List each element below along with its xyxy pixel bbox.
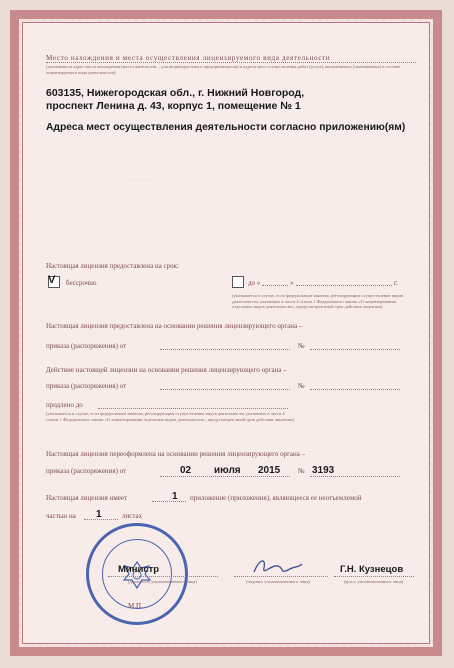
attachment-count: 1 [172, 491, 178, 502]
position-note: (должность уполномоченного лица) [128, 579, 197, 584]
address-line-1: 603135, Нижегородская обл., г. Нижний Новгород, [46, 87, 305, 99]
extended-label: Действие настоящей лицензии на основании решения лицензирующего органа – [46, 366, 287, 374]
extended-until: продлено до [46, 401, 83, 409]
until-suffix: г. [394, 279, 398, 287]
extended-number-sign: № [298, 382, 305, 390]
reissued-year: 2015 [258, 465, 281, 476]
extended-note: (указывается в случае, если федеральным законом, регулирующим осуществление видов деятельности, указанных в части 4 статьи 1 Федерального закона «О лицензировании отдельных видов деятельности», предусмотрен иной срок действия лицензии) [46, 411, 295, 422]
signature-note: (подпись уполномоченного лица) [246, 579, 310, 584]
reissued-number-sign: № [298, 467, 305, 475]
reissued-number-line [310, 476, 400, 477]
until-date-line [296, 285, 392, 286]
reissued-number: 3193 [312, 465, 335, 476]
position-line [108, 576, 218, 577]
eagle-emblem-icon [118, 556, 156, 594]
reissued-month: июля [214, 465, 241, 476]
document-body [22, 22, 430, 644]
handwritten-signature [250, 554, 306, 578]
until-mid: » [290, 279, 294, 287]
signer-name: Г.Н. Кузнецов [340, 564, 404, 575]
faint-print: · · · · · · [130, 178, 150, 184]
granted-date-line [160, 349, 290, 350]
header-subtitle: (указываются адрес места нахождения (места жительства – для индивидуального предпринимателя) и адреса мест осуществления работ (услуг), выполняемых (оказываемых) в составе лицензируемого вида деятельности) [46, 64, 401, 75]
attachment-prefix: Настоящая лицензия имеет [46, 494, 128, 502]
attachment-suffix: приложение (приложения), являющееся ее неотъемлемой [190, 494, 362, 502]
indefinite-label: бессрочно [66, 279, 97, 287]
attachment-count-line [152, 501, 186, 502]
extended-until-line [98, 408, 288, 409]
name-line [334, 576, 414, 577]
reissued-label: Настоящая лицензия переоформлена на основании решения лицензирующего органа – [46, 450, 306, 458]
granted-number-sign: № [298, 342, 305, 350]
reissued-order: приказа (распоряжения) от [46, 467, 127, 475]
extended-number-line [310, 389, 400, 390]
extended-date-line [160, 389, 290, 390]
until-checkbox [232, 276, 244, 288]
extended-order: приказа (распоряжения) от [46, 382, 127, 390]
reissued-date-line [160, 476, 290, 477]
address-line-2: проспект Ленина д. 43, корпус 1, помещение № 1 [46, 100, 301, 112]
until-day-line [262, 285, 288, 286]
reissued-day: 02 [180, 465, 192, 476]
check-mark: V [48, 274, 56, 286]
stamp-place-label: М.П. [128, 602, 143, 610]
header-title: Место нахождения и места осуществления лицензируемого вида деятельности [46, 54, 331, 62]
term-note: (указывается в случае, если федеральным законом, регулирующим осуществление видов деятельности, указанных в части 4 статьи 1 Федерального закона «О лицензировании отдельных видов деятельности», предусмотрен иной срок действия лицензии) [232, 293, 403, 309]
granted-label: Настоящая лицензия предоставлена на основании решения лицензирующего органа – [46, 322, 303, 330]
signer-position: Министр [118, 564, 160, 575]
name-note: (ф.и.о. уполномоченного лица) [344, 579, 404, 584]
granted-order: приказа (распоряжения) от [46, 342, 127, 350]
until-prefix: до « [248, 279, 261, 287]
granted-number-line [310, 349, 400, 350]
signature-line [234, 576, 328, 577]
attachment-sheets: 1 [96, 509, 102, 520]
header-line [46, 62, 416, 63]
attachment-part-prefix: частью на [46, 512, 76, 520]
term-label: Настоящая лицензия предоставлена на срок: [46, 262, 179, 270]
activity-places: Адреса мест осуществления деятельности согласно приложению(ям) [46, 122, 406, 133]
attachment-part-suffix: листах [122, 512, 143, 520]
